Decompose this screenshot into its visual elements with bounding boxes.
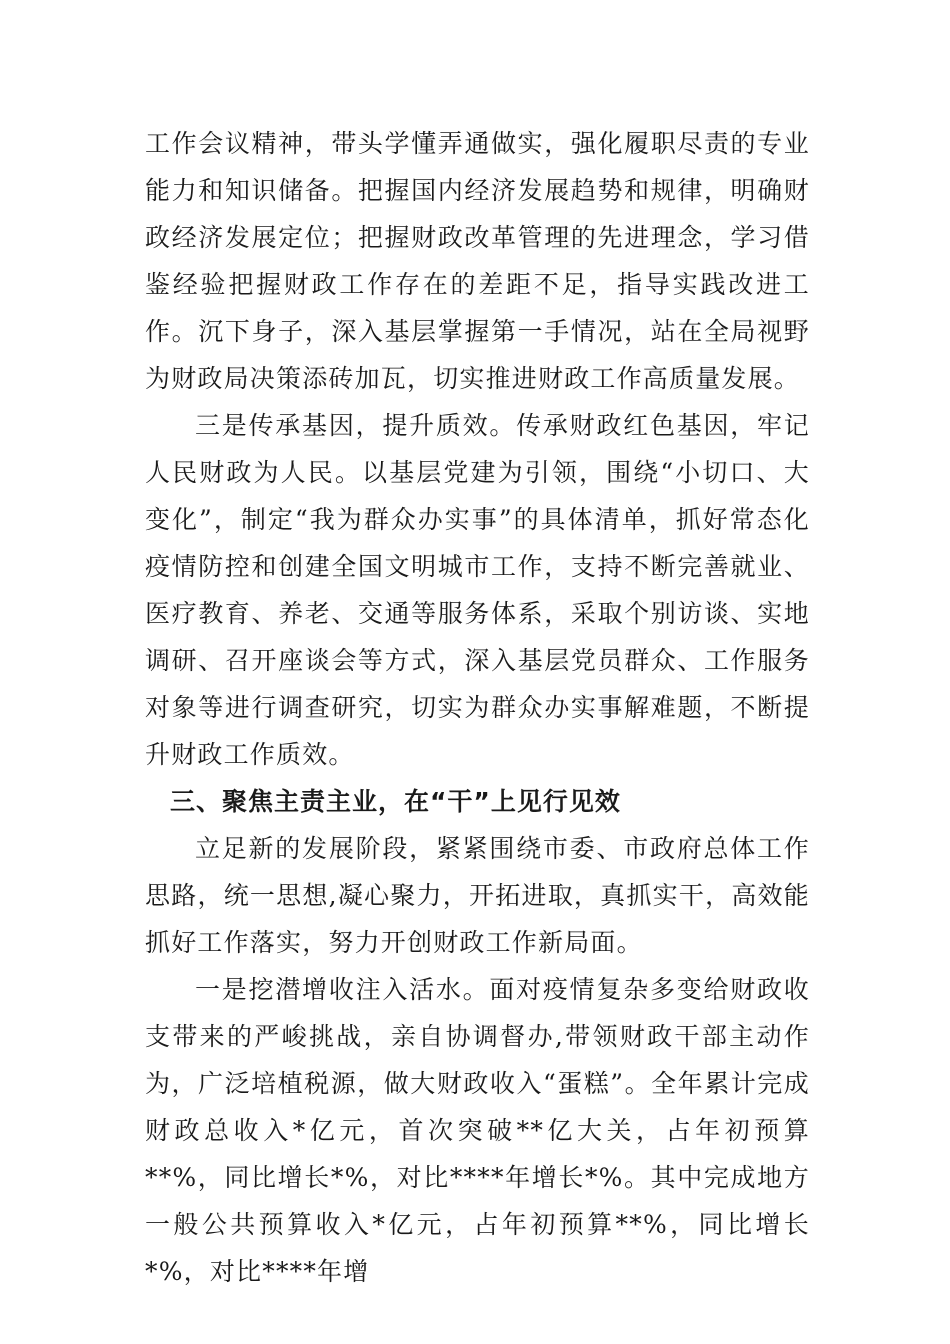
- paragraph-continuation: 工作会议精神，带头学懂弄通做实，强化履职尽责的专业能力和知识储备。把握国内经济发展趋势和规律，明确财政经济发展定位；把握财政改革管理的先进理念，学习借鉴经验把握财政工作存在的差距不足，指导实践改进工作。沉下身子，深入基层掌握第一手情况，站在全局视野为财政局决策添砖加瓦，切实推进财政工作高质量发展。: [145, 129, 810, 393]
- paragraph-inheritance: 三是传承基因，提升质效。传承财政红色基因，牢记人民财政为人民。以基层党建为引领，围绕“小切口、大变化”，制定“我为群众办实事”的具体清单，抓好常态化疫情防控和创建全国文明城市工作，支持不断完善就业、医疗教育、养老、交通等服务体系，采取个别访谈、实地调研、召开座谈会等方式，深入基层党员群众、工作服务对象等进行调查研究，切实为群众办实事解难题，不断提升财政工作质效。: [145, 411, 810, 769]
- section-heading: 三、聚焦主责主业，在“干”上见行见效: [170, 787, 621, 816]
- paragraph-section-intro: 立足新的发展阶段，紧紧围绕市委、市政府总体工作思路，统一思想,凝心聚力，开拓进取，真抓实干，高效能抓好工作落实，努力开创财政工作新局面。: [145, 834, 810, 957]
- paragraph-revenue: 一是挖潜增收注入活水。面对疫情复杂多变给财政收支带来的严峻挑战，亲自协调督办,带领财政干部主动作为，广泛培植税源，做大财政收入“蛋糕”。全年累计完成财政总收入*亿元，首次突破**亿大关，占年初预算**%，同比增长*%，对比****年增长*%。其中完成地方一般公共预算收入*亿元，占年初预算**%，同比增长*%，对比****年增: [145, 975, 810, 1286]
- document-body: [145, 120, 810, 1295]
